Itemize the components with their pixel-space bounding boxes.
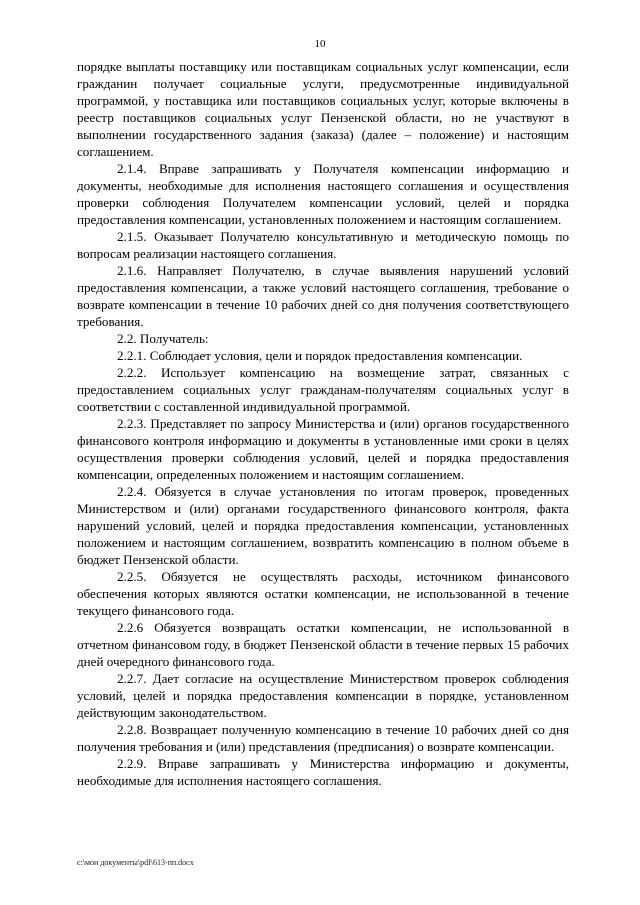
page-number: 10 <box>314 38 326 50</box>
paragraph-2-1-5: 2.1.5. Оказывает Получателю консультативную и методическую помощь по вопросам реализации настоящего соглашения. <box>77 229 569 261</box>
paragraph-2-2-6: 2.2.6 Обязуется возвращать остатки компенсации, не использованной в отчетном финансовом году, в бюджет Пензенской области в течение первых 15 рабочих дней очередного финансового года. <box>77 620 569 669</box>
paragraph-2-2-4: 2.2.4. Обязуется в случае установления по итогам проверок, проведенных Министерством и (или) органами государственного финансового контроля, факта нарушений условий, целей и порядка предоставления компенсации, установленных положением и настоящим соглашением, возвратить компенсацию в полном объеме в бюджет Пензенской области. <box>77 484 569 567</box>
paragraph-2-1-4: 2.1.4. Вправе запрашивать у Получателя компенсации информацию и документы, необходимые для исполнения настоящего соглашения и осуществления проверки соблюдения Получателем компенсации условий, целей и порядка предоставления компенсации, установленных положением и настоящим соглашением. <box>77 161 569 227</box>
paragraph-2-2-3: 2.2.3. Представляет по запросу Министерства и (или) органов государственного финансового контроля информацию и документы в установленные ими сроки в целях осуществления проверки соблюдения условий, целей и порядка предоставления компенсации, определенных положением и настоящим соглашением. <box>77 416 569 482</box>
paragraph-2-1-6: 2.1.6. Направляет Получателю, в случае выявления нарушений условий предоставления компенсации, а также условий настоящего соглашения, требование о возврате компенсации в течение 10 рабочих дней со дня получения соответствующего требования. <box>77 263 569 329</box>
paragraph-2-2-1: 2.2.1. Соблюдает условия, цели и порядок предоставления компенсации. <box>117 348 523 363</box>
paragraph-2-2-7: 2.2.7. Дает согласие на осуществление Министерством проверок соблюдения условий, целей и порядка предоставления компенсации в порядке, установленном действующим законодательством. <box>77 671 569 720</box>
paragraph-continuation: порядке выплаты поставщику или поставщикам социальных услуг компенсации, если гражданин получает социальные услуги, предусмотренные индивидуальной программой, у поставщика или поставщиков социальных услуг, которые включены в реестр поставщиков социальных услуг Пензенской области, но не участвуют в выполнении государственного задания (заказа) (далее – положение) и настоящим соглашением. <box>77 59 569 159</box>
paragraph-2-2: 2.2. Получатель: <box>117 331 209 346</box>
footer-file-path: c:\мои документы\pdf\613-пп.docx <box>77 858 194 867</box>
paragraph-2-2-8: 2.2.8. Возвращает полученную компенсацию в течение 10 рабочих дней со дня получения требования и (или) представления (предписания) о возврате компенсации. <box>77 722 569 754</box>
paragraph-2-2-5: 2.2.5. Обязуется не осуществлять расходы, источником финансового обеспечения которых являются остатки компенсации, не использованной в течение текущего финансового года. <box>77 569 569 618</box>
document-body <box>77 58 569 789</box>
paragraph-2-2-2: 2.2.2. Использует компенсацию на возмещение затрат, связанных с предоставлением социальных услуг гражданам-получателям социальных услуг в соответствии с составленной индивидуальной программой. <box>77 365 569 414</box>
paragraph-2-2-9: 2.2.9. Вправе запрашивать у Министерства информацию и документы, необходимые для исполнения настоящего соглашения. <box>77 756 569 788</box>
